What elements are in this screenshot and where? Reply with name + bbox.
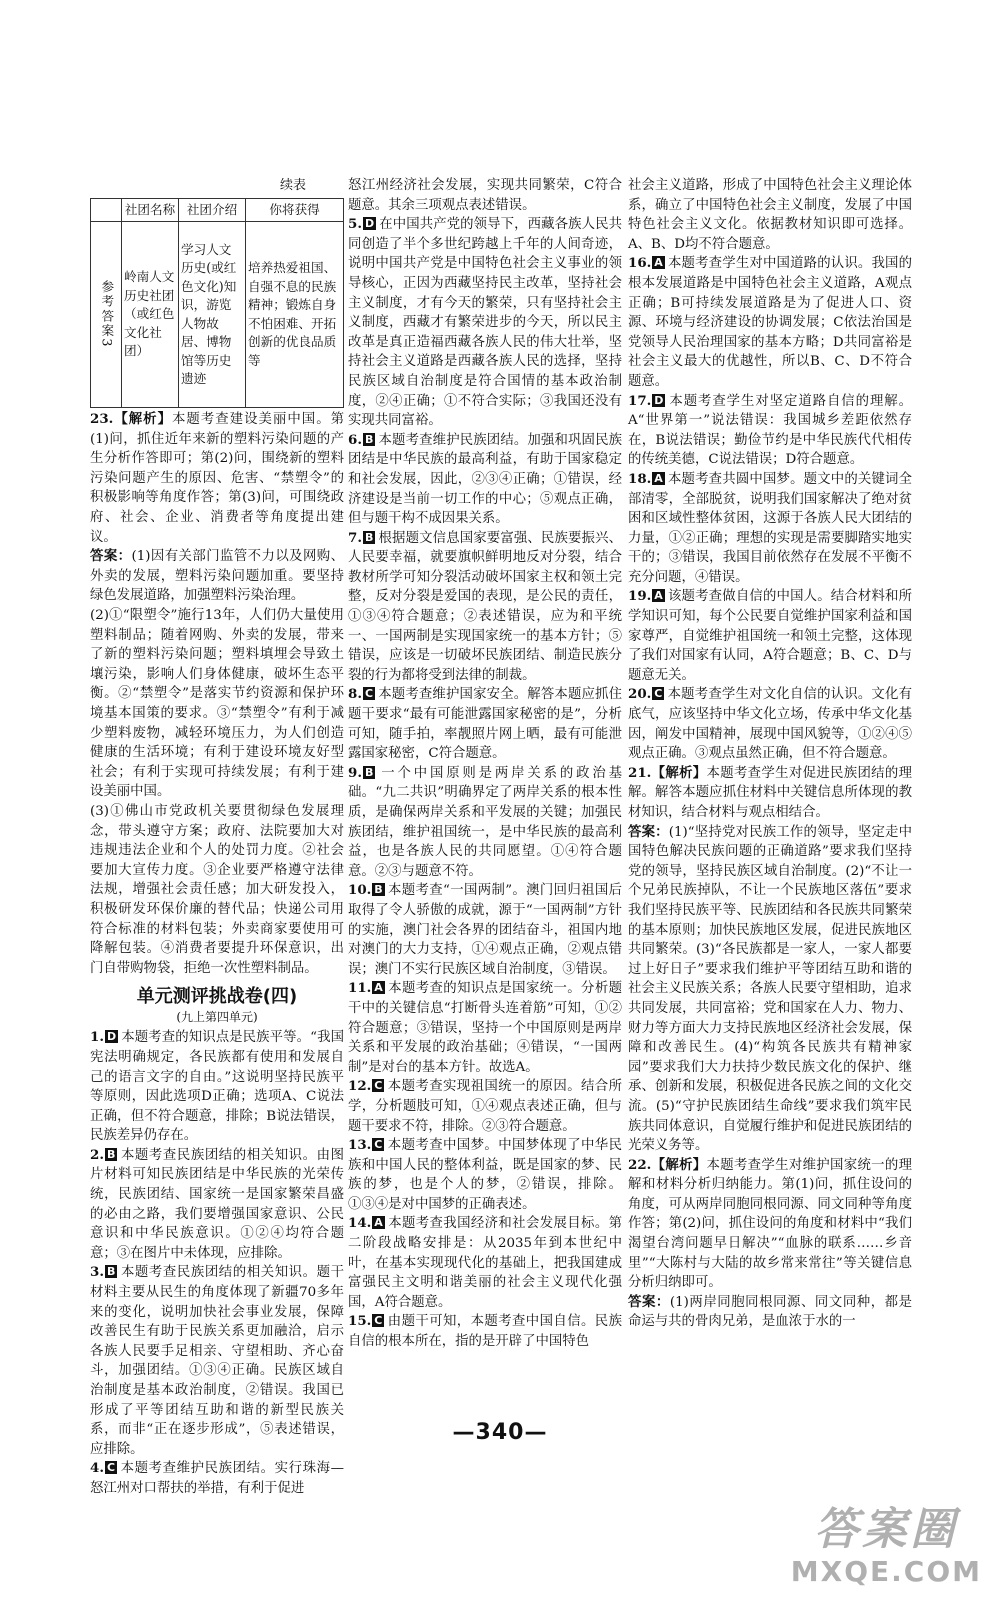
question-22: 22.【解析】本题考查学生对维护国家统一的理解和材料分析归纳能力。第(1)问，抓住设问的角度，可从两岸同胞同根同源、同文同种等角度作答；第(2)问，抓住设问的角度和材料中“我们渴望台湾问题早日解决”“血脉的联系……乡音里”“大陈村与大陆的故乡常来常往”等关键信息分析归纳即可。 <box>628 1156 913 1291</box>
list-item: 13. C 本题考查中国梦。中国梦体现了中华民族和中国人民的整体利益，既是国家的梦、民族的梦，也是个人的梦，②错误，排除。①③④是对中国梦的正确表述。 <box>348 1137 622 1212</box>
answer-badge: C <box>106 1461 116 1475</box>
section-subtitle: (九上第四单元) <box>176 1010 258 1025</box>
watermark-logo <box>791 1504 982 1588</box>
answer-badge: B <box>106 1265 116 1279</box>
continued-text: 社会主义道路，形成了中国特色社会主义理论体系，确立了中国特色社会主义制度，发展了中国特色社会主义文化。依据教材知识即可选择。A、B、D均不符合题意。 <box>628 178 912 252</box>
answer-badge: D <box>654 393 664 407</box>
list-item: 14. A 本题考查我国经济和社会发展目标。第二阶段战略安排是：从2035年到本世纪中叶，在基本实现现代化的基础上，把我国建成富强民主文明和谐美丽的社会主义现代化强国，A符合题意。 <box>348 1215 622 1310</box>
answer-badge: A <box>654 589 663 603</box>
answer-badge: B <box>106 1147 116 1161</box>
table-header: 你将获得 <box>246 198 344 222</box>
list-item: 12. C 本题考查实现祖国统一的原因。结合所学，分析题肢可知，①④观点表述正确，但与题干要求不符，排除。②③符合题意。 <box>348 1078 622 1134</box>
list-item: 19. A 该题考查做自信的中国人。结合材料和所学知识可知，每个公民要自觉维护国家利益和国家尊严，自觉维护祖国统一和领土完整，这体现了我们对国家有认同，A符合题意；B、C、D与题意无关。 <box>628 588 912 683</box>
list-item: 17. D 本题考查学生对坚定道路自信的理解。A“世界第一”说法错误：我国城乡差距依然存在，B说法错误；勤俭节约是中华民族代代相传的传统美德，C说法错误；D符合题意。 <box>628 392 912 468</box>
list-item: 8. C 本题考查维护国家安全。解答本题应抓住题干要求“最有可能泄露国家秘密的是”，分析可知，随手拍，率靓照片网上晒，最有可能泄露国家秘密，C符合题意。 <box>348 686 622 762</box>
answer-22: 答案：(1)两岸同胞同根同源、同文同种，都是命运与共的骨肉兄弟，是血浓于水的一 <box>628 1293 913 1330</box>
answer-badge: B <box>374 883 383 897</box>
answer-badge: A <box>374 1216 383 1230</box>
column-right <box>628 176 912 1332</box>
answer-badge: B <box>364 432 374 446</box>
answer-badge: C <box>374 1079 383 1093</box>
table-header: 社团名称 <box>122 198 179 222</box>
answer-23-part3: (3)①佛山市党政机关要贯彻绿色发展理念，带头遵守方案；政府、法院要加大对违规违法企业和个人的处罚力度。②社会要加大宣传力度。③企业要严格遵守法律法规，增强社会责任感；加大研发投入，积极研发环保价廉的替代品；快递公司用符合标准的材料包装；外卖商家要使用可降解包装。④消费者要提升环保意识，出门自带购物袋，拒绝一次性塑料制品。 <box>90 803 344 976</box>
list-item: 1. D 本题考查的知识点是民族平等。“我国宪法明确规定，各民族都有使用和发展自己的语言文字的自由。”这说明坚持民族平等原则，因此选项D正确；选项A、C说法正确，但不符合题意，排除；B说法错误，民族差异仍存在。 <box>90 1029 344 1144</box>
table-caption: 续表 <box>279 178 306 193</box>
club-table <box>90 198 344 409</box>
continued-text: 怒江州经济社会发展，实现共同繁荣，C符合题意。其余三项观点表述错误。 <box>348 178 622 213</box>
answer-badge: A <box>654 471 663 485</box>
list-item: 5. D 在中国共产党的领导下，西藏各族人民共同创造了半个多世纪跨越上千年的人间奇迹，说明中国共产党是中国特色社会主义事业的领导核心，正因为西藏坚持民主改革，坚持社会主义制度，才有今天的繁荣，只有坚持社会主义制度，西藏才有繁荣进步的今天，所以民主改革是真正造福西藏各族人民的伟大壮举，坚持社会主义道路是西藏各族人民的选择，坚持民族区域自治制度是符合国情的基本政治制度，②④正确；①不符合实际；③我国还没有实现共同富裕。 <box>348 216 622 429</box>
list-item: 3. B 本题考查民族团结的相关知识。题干材料主要从民生的角度体现了新疆70多年来的变化，说明加快社会事业发展，保障改善民生有助于民族关系更加融洽，启示各族人民要手足相亲、守望相助、齐心奋斗，加强团结。①③④正确。民族区域自治制度是基本政治制度，②错误。我国已形成了平等团结互助和谐的新型民族关系，而非“正在逐步形成”，⑤表述错误，应排除。 <box>90 1264 344 1457</box>
answer-badge: C <box>364 687 374 701</box>
list-item: 7. B 根据题文信息国家要富强、民族要振兴、人民要幸福，就要旗帜鲜明地反对分裂，结合教材所学可知分裂活动破坏国家主权和领土完整，反对分裂是爱国的表现，是公民的责任，①③④符合题意；②表述错误，应为和平统一、一国两制是实现国家统一的基本方针；⑤错误，应该是一切破坏民族团结、制造民族分裂的行为都将受到法律的制裁。 <box>348 529 622 683</box>
watermark-text: 答案圈 <box>814 1504 959 1555</box>
list-item: 11. A 本题考查的知识点是国家统一。分析题干中的关键信息“打断骨头连着筋”可知，①②符合题意；③错误，坚持一个中国原则是两岸关系和平发展的政治基础；④错误，“一国两制”是对台的基本方针。故选A。 <box>348 980 622 1075</box>
table-cell: 培养热爱祖国、自强不息的民族精神；锻炼自身不怕困难、开拓创新的优良品质等 <box>246 222 344 408</box>
table-cell: 岭南人文历史社团（或红色文化社团） <box>122 222 179 408</box>
question-21: 21.【解析】本题考查学生对促进民族团结的理解。解答本题应抓住材料中关键信息所体现的教材知识，结合材料与观点相结合。 <box>628 764 913 820</box>
list-item: 10. B 本题考查“一国两制”。澳门回归祖国后取得了令人骄傲的成就，源于“一国两制”方针的实施，澳门社会各界的团结奋斗，祖国内地对澳门的大力支持，①④观点正确，②观点错误；澳门不实行民族区域自治制度，③错误。 <box>348 882 622 977</box>
question-23: 23.【解析】本题考查建设美丽中国。第(1)问，抓住近年来新的塑料污染问题的产生分析作答即可；第(2)问，围绕新的塑料污染问题产生的原因、危害、“禁塑令”的积极影响等角度作答；第(3)问，可围绕政府、社会、企业、消费者等角度提出建议。 <box>90 411 345 545</box>
answer-23-part2: (2)①“限塑令”施行13年，人们仍大量使用塑料制品；随着网购、外卖的发展，带来了新的塑料污染问题；塑料填埋会导致土壤污染，影响人们身体健康，破坏生态平衡。②“禁塑令”是落实节约资源和保护环境基本国策的要求。③“禁塑令”有利于减少塑料废物，减轻环境压力，为人们创造健康的生活环境；有利于建设环境友好型社会；有利于实现可持续发展；有利于建设美丽中国。 <box>90 608 344 800</box>
answer-badge: A <box>374 981 383 995</box>
column-middle <box>348 176 622 1352</box>
list-item: 16. A 本题考查学生对中国道路的认识。我国的根本发展道路是中国特色社会主义道路，A观点正确；B可持续发展道路是为了促进人口、资源、环境与经济建设的协调发展；C依法治国是党领导人民治理国家的基本方略；D共同富裕是社会主义最大的优越性，所以B、C、D不符合题意。 <box>628 255 912 389</box>
answer-badge: C <box>374 1138 383 1152</box>
answer-badge: A <box>654 256 663 270</box>
list-item: 9. B 一个中国原则是两岸关系的政治基础。“九二共识”明确界定了两岸关系的根本性质，是确保两岸关系和平发展的关键；加强民族团结，维护祖国统一，是中华民族的最高利益，也是各族人民的共同愿望。①④符合题意。②③与题意不符。 <box>348 764 622 879</box>
list-item: 4. C 本题考查维护民族团结。实行珠海—怒江州对口帮扶的举措，有利于促进 <box>90 1460 344 1496</box>
answer-badge: B <box>364 765 374 779</box>
answer-21: 答案：(1)“坚持党对民族工作的领导，坚定走中国特色解决民族问题的正确道路”要求我们坚持党的领导，坚持民族区域自治制度。(2)“不让一个兄弟民族掉队，不让一个民族地区落伍”要求我们坚持民族平等、民族团结和各民族共同繁荣的基本原则；加快民族地区发展，促进民族地区共同繁荣。(3)“各民族都是一家人，一家人都要过上好日子”要求我们维护平等团结互助和谐的社会主义民族关系；各族人民要守望相助，追求共同发展，共同富裕；党和国家在人力、物力、财力等方面大力支持民族地区经济社会发展，保障和改善民生。(4)“构筑各民族共有精神家园”要求我们大力扶持少数民族文化的保护、继承、创新和发展，积极促进各民族之间的文化交流。(5)“守护民族团结生命线”要求我们筑牢民族共同体意识，自觉履行维护和促进民族团结的光荣义务等。 <box>628 823 913 1154</box>
row-label: 参考答案3 <box>99 280 115 349</box>
column-left <box>90 176 344 1499</box>
answer-badge: D <box>106 1030 117 1044</box>
list-item: 15. C 由题干可知，本题考查中国自信。民族自信的根本所在，指的是开辟了中国特色 <box>348 1313 622 1350</box>
watermark-url: MXQE.COM <box>790 1555 982 1588</box>
answer-badge: B <box>364 530 374 544</box>
list-item: 6. B 本题考查维护民族团结。加强和巩固民族团结是中华民族的最高利益，有助于国家稳定和社会发展，因此，②③④正确；①错误，经济建设是当前一切工作的中心；⑤观点正确，但与题干构不成因果关系。 <box>348 431 622 527</box>
answer-badge: C <box>654 687 663 701</box>
page-number: —340— <box>452 1420 548 1445</box>
answer-badge: C <box>374 1314 383 1328</box>
list-item: 18. A 本题考查共圆中国梦。题文中的关键词全部清零，全部脱贫，说明我们国家解决了绝对贫困和区域性整体贫困，这源于各族人民大团结的力量，①②正确；理想的实现是需要脚踏实地实干的；③错误，我国目前依然存在发展不平衡不充分问题，④错误。 <box>628 470 912 585</box>
list-item: 20. C 本题考查学生对文化自信的认识。文化有底气，应该坚持中华文化立场，传承中华文化基因，阐发中国精神，展现中国风貌等，①②④⑤观点正确。③观点虽然正确，但不符合题意。 <box>628 686 912 762</box>
table-cell: 学习人文历史(或红色文化)知识，游览人物故居、博物馆等历史遗迹 <box>179 222 246 408</box>
answer-23: 答案：(1)因有关部门监管不力以及网购、外卖的发展，塑料污染问题加重。要坚持绿色发展道路，加强塑料污染治理。 <box>90 548 345 604</box>
list-item: 2. B 本题考查民族团结的相关知识。由图片材料可知民族团结是中华民族的光荣传统，民族团结、国家统一是国家繁荣昌盛的必由之路，我们要增强国家意识、公民意识和中华民族意识。①②④均符合题意；③在图片中未体现，应排除。 <box>90 1146 344 1261</box>
table-header: 社团介绍 <box>179 198 246 222</box>
answer-badge: D <box>364 217 375 231</box>
section-title: 单元测评挑战卷(四) <box>136 986 298 1008</box>
